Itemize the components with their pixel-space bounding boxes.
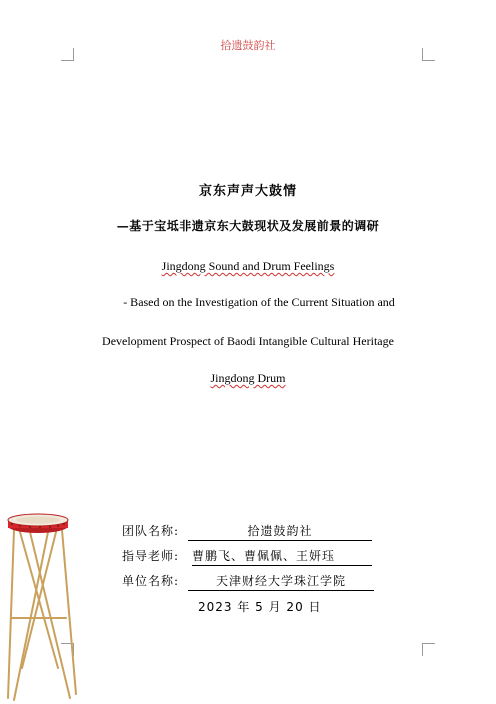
- unit-name-row: [122, 572, 346, 589]
- team-name-value: 拾遗鼓韵社: [188, 522, 372, 541]
- margin-mark-bottom-right: [422, 643, 435, 656]
- unit-name-value: 天津财经大学珠江学院: [188, 572, 374, 591]
- title-english-text-1: Jingdong Sound and Drum Feelings: [161, 259, 335, 273]
- margin-mark-top-right: [422, 48, 435, 61]
- title-english-line-2: - Based on the Investigation of the Current Situation and: [123, 295, 395, 309]
- team-name-row: [122, 522, 313, 539]
- subtitle-chinese: —基于宝坻非遗京东大鼓现状及发展前景的调研: [116, 219, 380, 233]
- title-english-line-4: [0, 371, 496, 386]
- report-date: 2023 年 5 月 20 日: [198, 600, 322, 614]
- advisor-value: 曹鹏飞、曹佩佩、王妍珏: [192, 547, 372, 566]
- drum-on-stand-image: [0, 508, 90, 704]
- title-english-line-1: [0, 259, 496, 274]
- advisor-row: [122, 547, 336, 564]
- advisor-label: 指导老师:: [122, 549, 180, 563]
- title-english-text-4: Jingdong Drum: [210, 371, 286, 385]
- unit-name-label: 单位名称:: [122, 574, 180, 588]
- title-chinese: 京东声声大鼓情: [198, 184, 297, 199]
- team-name-label: 团队名称:: [122, 524, 180, 538]
- margin-mark-top-left: [61, 48, 74, 61]
- title-english-line-3: Development Prospect of Baodi Intangible Cultural Heritage: [102, 334, 394, 348]
- page-header: 拾遗鼓韵社: [220, 39, 276, 52]
